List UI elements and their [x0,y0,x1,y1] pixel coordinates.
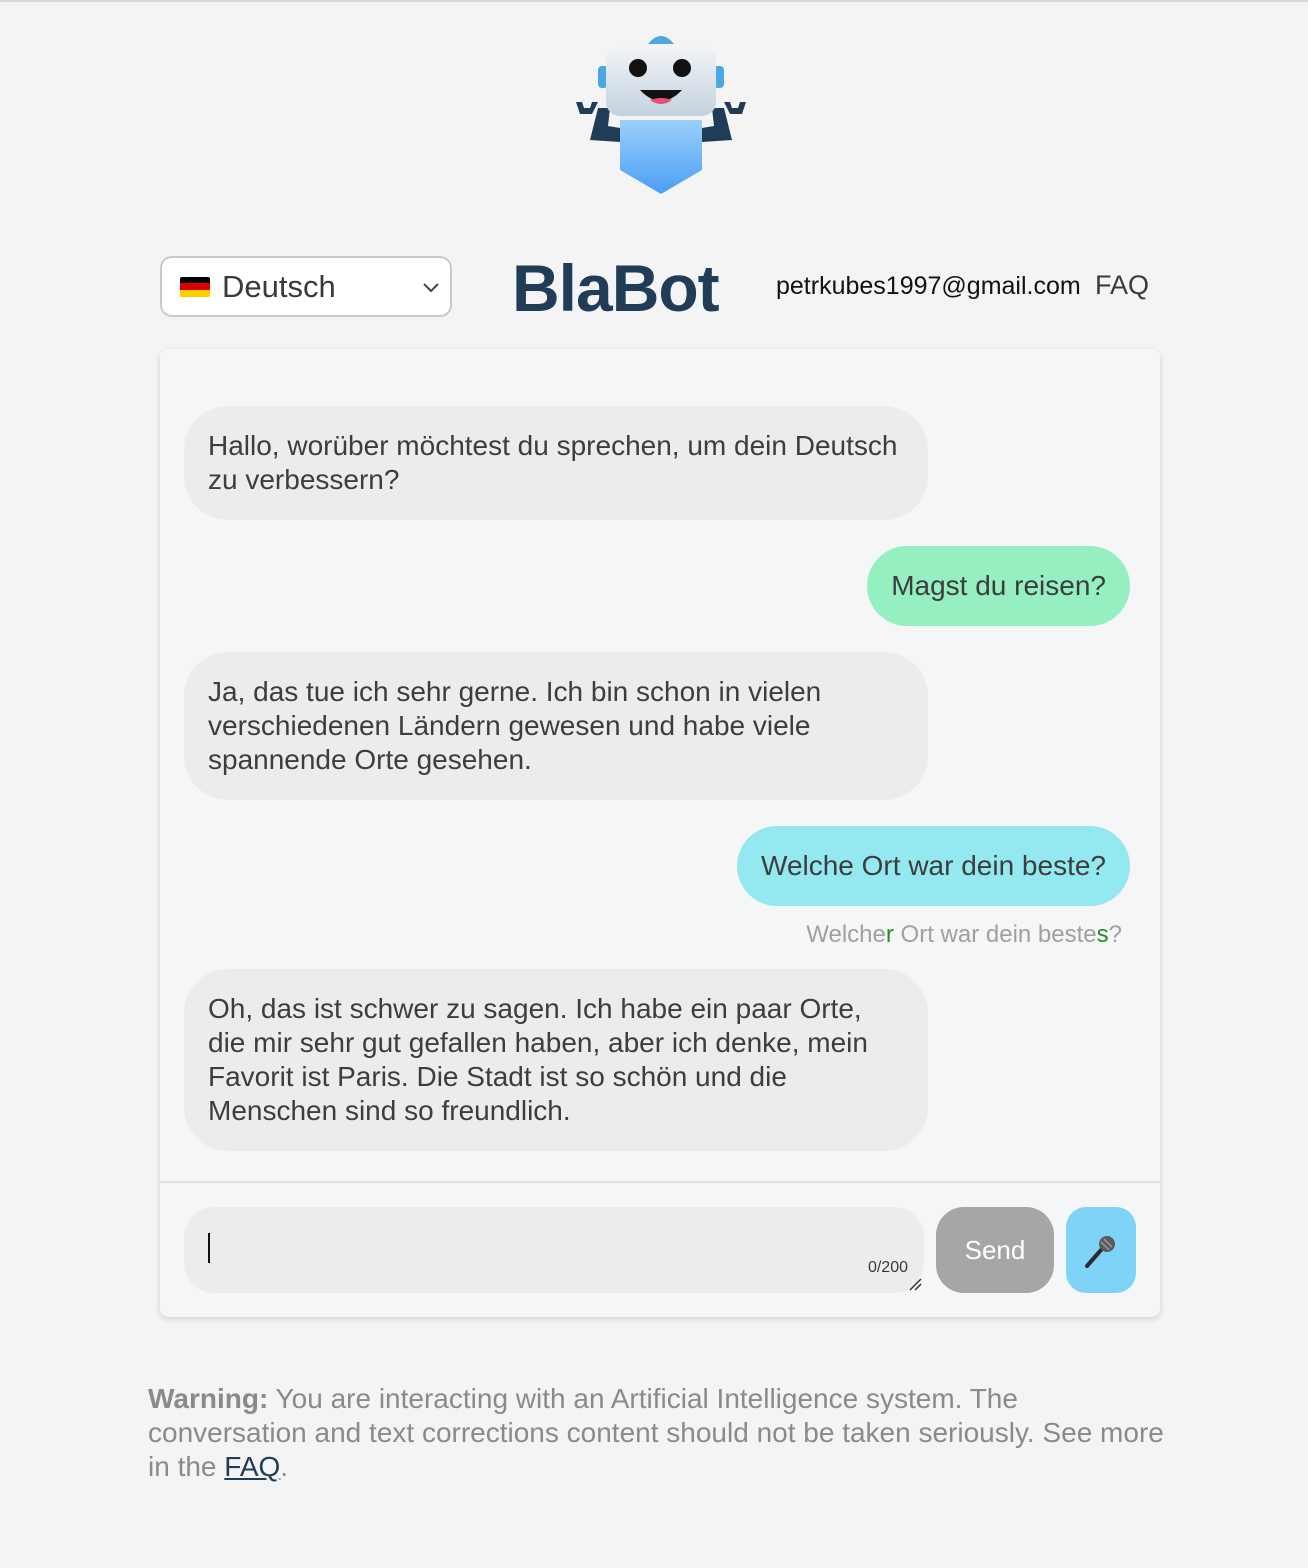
warning-label: Warning: [148,1383,269,1414]
microphone-icon [1083,1232,1119,1268]
composer-divider [160,1181,1160,1183]
chat-panel [160,349,1160,1317]
character-counter: 0/200 [867,1259,908,1276]
ai-warning [148,1382,1178,1484]
warning-end: . [280,1451,289,1482]
correction-text: Ort war dein beste [893,921,1097,948]
blabot-robot-logo [570,30,752,196]
app-header [160,251,1150,325]
faq-link[interactable]: FAQ [1095,270,1150,300]
correction-fix: r [885,921,894,948]
warning-faq-link[interactable]: FAQ [224,1451,281,1482]
user-message: Welche Ort war dein beste? [737,826,1130,906]
message-input[interactable] [184,1207,924,1293]
correction-text: Welche [806,921,886,948]
chevron-down-icon [420,276,442,298]
bot-message: Oh, das ist schwer zu sagen. Ich habe ein paar Orte, die mir sehr gut gefallen haben, aber ich denke, mein Favorit ist Paris. Die Stadt ist so schön und die Menschen sind so freundlich. [184,969,928,1151]
user-email: petrkubes1997@gmail.com [776,272,1081,300]
language-select-value: Deutsch [222,268,336,304]
app-title: BlaBot [512,251,719,325]
bot-message: Hallo, worüber möchtest du sprechen, um dein Deutsch zu verbessern? [184,406,928,520]
resize-handle-icon[interactable] [908,1277,922,1291]
bot-message: Ja, das tue ich sehr gerne. Ich bin schon in vielen verschiedenen Ländern gewesen und habe viele spannende Orte gesehen. [184,652,928,800]
language-select[interactable] [160,256,452,317]
send-button[interactable]: Send [936,1207,1054,1293]
user-message: Magst du reisen? [867,546,1130,626]
microphone-button[interactable] [1066,1207,1136,1293]
text-caret [208,1233,210,1263]
correction-fix: s [1096,921,1109,948]
german-flag-icon [180,277,210,297]
grammar-correction [806,921,1122,949]
correction-text: ? [1108,921,1122,948]
warning-text: You are interacting with an Artificial Intelligence system. The conversation and text corrections content should not be taken seriously. See more in the [148,1383,1164,1482]
